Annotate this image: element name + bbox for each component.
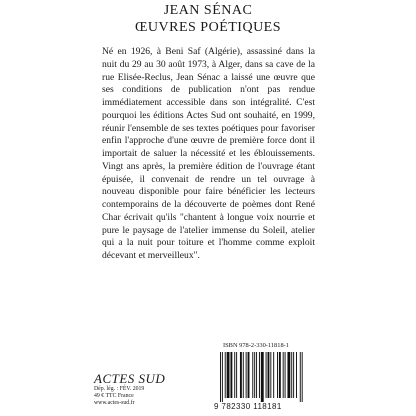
- barcode-bar: [248, 352, 250, 398]
- barcode-bar: [254, 352, 255, 398]
- barcode-bar: [246, 352, 247, 398]
- barcode-bar: [252, 352, 253, 398]
- barcode-bar: [285, 352, 286, 398]
- barcode-digits: 9 782330 118181: [214, 402, 282, 411]
- isbn-block: [214, 342, 324, 411]
- barcode-bar: [259, 352, 260, 398]
- barcode-bar: [296, 352, 297, 398]
- barcode-bar: [291, 352, 292, 398]
- barcode-bar: [270, 352, 271, 398]
- barcode-bar: [225, 352, 226, 398]
- barcode-bar: [266, 352, 267, 398]
- barcode-bar: [243, 352, 244, 398]
- barcode-bar: [240, 352, 242, 398]
- barcode-bar: [222, 352, 223, 402]
- blurb-text: [102, 46, 315, 263]
- barcode-bar: [277, 352, 278, 398]
- barcode-bar: [287, 352, 290, 398]
- barcode-bar: [227, 352, 230, 398]
- price-label: 49 € TTC France: [94, 393, 134, 399]
- publisher-website: www.actes-sud.fr: [94, 400, 135, 406]
- book-back-cover: [86, 0, 330, 416]
- legal-deposit: Dép. lég. : FÉV. 2019: [94, 386, 145, 392]
- author-name: JEAN SÉNAC: [163, 3, 253, 18]
- barcode-bar: [234, 352, 235, 398]
- barcode-bar: [273, 352, 274, 398]
- barcode-bar: [256, 352, 257, 398]
- barcode-bar: [220, 352, 221, 402]
- cover-header: [86, 2, 330, 36]
- barcode-bar: [279, 352, 281, 398]
- barcode-bar: [230, 352, 232, 398]
- barcode-bar: [268, 352, 270, 398]
- barcode-icon: [214, 352, 318, 402]
- isbn-label: ISBN 978-2-330-11818-1: [223, 342, 289, 349]
- publisher-logo: ACTES SUD: [94, 371, 166, 386]
- barcode-bar: [293, 352, 294, 398]
- blurb-paragraph: Né en 1926, à Beni Saf (Algérie), assassiné dans la nuit du 29 au 30 août 1973, à Alger, dans sa cave de la rue Elisée-Reclus, Jean Sénac a laissé une œuvre que ses conditions de publication n'ont pas rendue immédiatement accessible dans son intégralité. C'est pourquoi les éditions Actes Sud ont souhaité, en 1999, réunir l'ensemble de ses textes poétiques pour favoriser enfin l'approche d'une œuvre de première force dont il importait de saluer la nécessité et les éblouissements. Vingt ans après, la première édition de l'ouvrage étant épuisée, il convenait de rendre un tel ouvrage à nouveau disponible pour faire bénéficier les lecteurs contemporains de la découverte de poèmes dont René Char écrivait qu'ils "chantent à longue voix nourrie et pure le paysage de l'atelier immense du Soleil, atelier qui a la nuit pour toiture et l'homme comme exploit décevant et merveilleux".: [102, 46, 315, 261]
- barcode-bar: [236, 352, 237, 398]
- barcode-bar: [302, 352, 303, 402]
- publisher-block: [94, 372, 184, 407]
- barcode-bar: [300, 352, 301, 402]
- barcode-bar: [283, 352, 284, 398]
- barcode-bar: [261, 352, 264, 402]
- book-title: ŒUVRES POÉTIQUES: [134, 20, 282, 35]
